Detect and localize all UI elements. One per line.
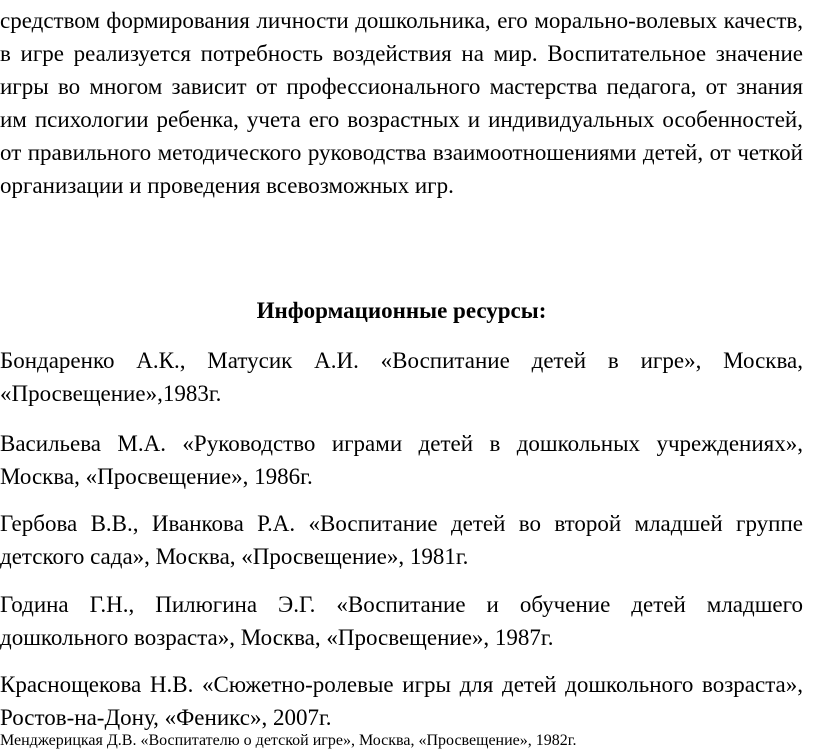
reference-item: Година Г.Н., Пилюгина Э.Г. «Воспитание и обучение детей младшего дошкольного возраста», Москва, «Просвещение», 1987г. bbox=[0, 592, 803, 650]
reference-item: Гербова В.В., Иванкова Р.А. «Воспитание детей во второй младшей группе детского сада», Москва, «Просвещение», 1981г. bbox=[0, 511, 803, 569]
reference-item: Васильева М.А. «Руководство играми детей в дошкольных учреждениях», Москва, «Просвещение», 1986г. bbox=[0, 431, 803, 489]
resources-heading: Информационные ресурсы: bbox=[256, 298, 547, 323]
reference-item: Бондаренко А.К., Матусик А.И. «Воспитание детей в игре», Москва, «Просвещение»,1983г. bbox=[0, 348, 803, 406]
reference-item: Менджерицкая Д.В. «Воспитателю о детской игре», Москва, «Просвещение», 1982г. bbox=[0, 732, 577, 749]
intro-paragraph: средством формирования личности дошкольника, его морально-волевых качеств, в игре реализуется потребность воздействия на мир. Воспитательное значение игры во многом зависит от профессионального мастерства педагога, от знания им психологии ребенка, учета его возрастных и индивидуальных особенностей, от правильного методического руководства взаимоотношениями детей, от четкой организации и проведения всевозможных игр. bbox=[0, 8, 803, 198]
reference-item: Краснощекова Н.В. «Сюжетно-ролевые игры для детей дошкольного возраста», Ростов-на-Дону, «Феникс», 2007г. bbox=[0, 672, 803, 730]
